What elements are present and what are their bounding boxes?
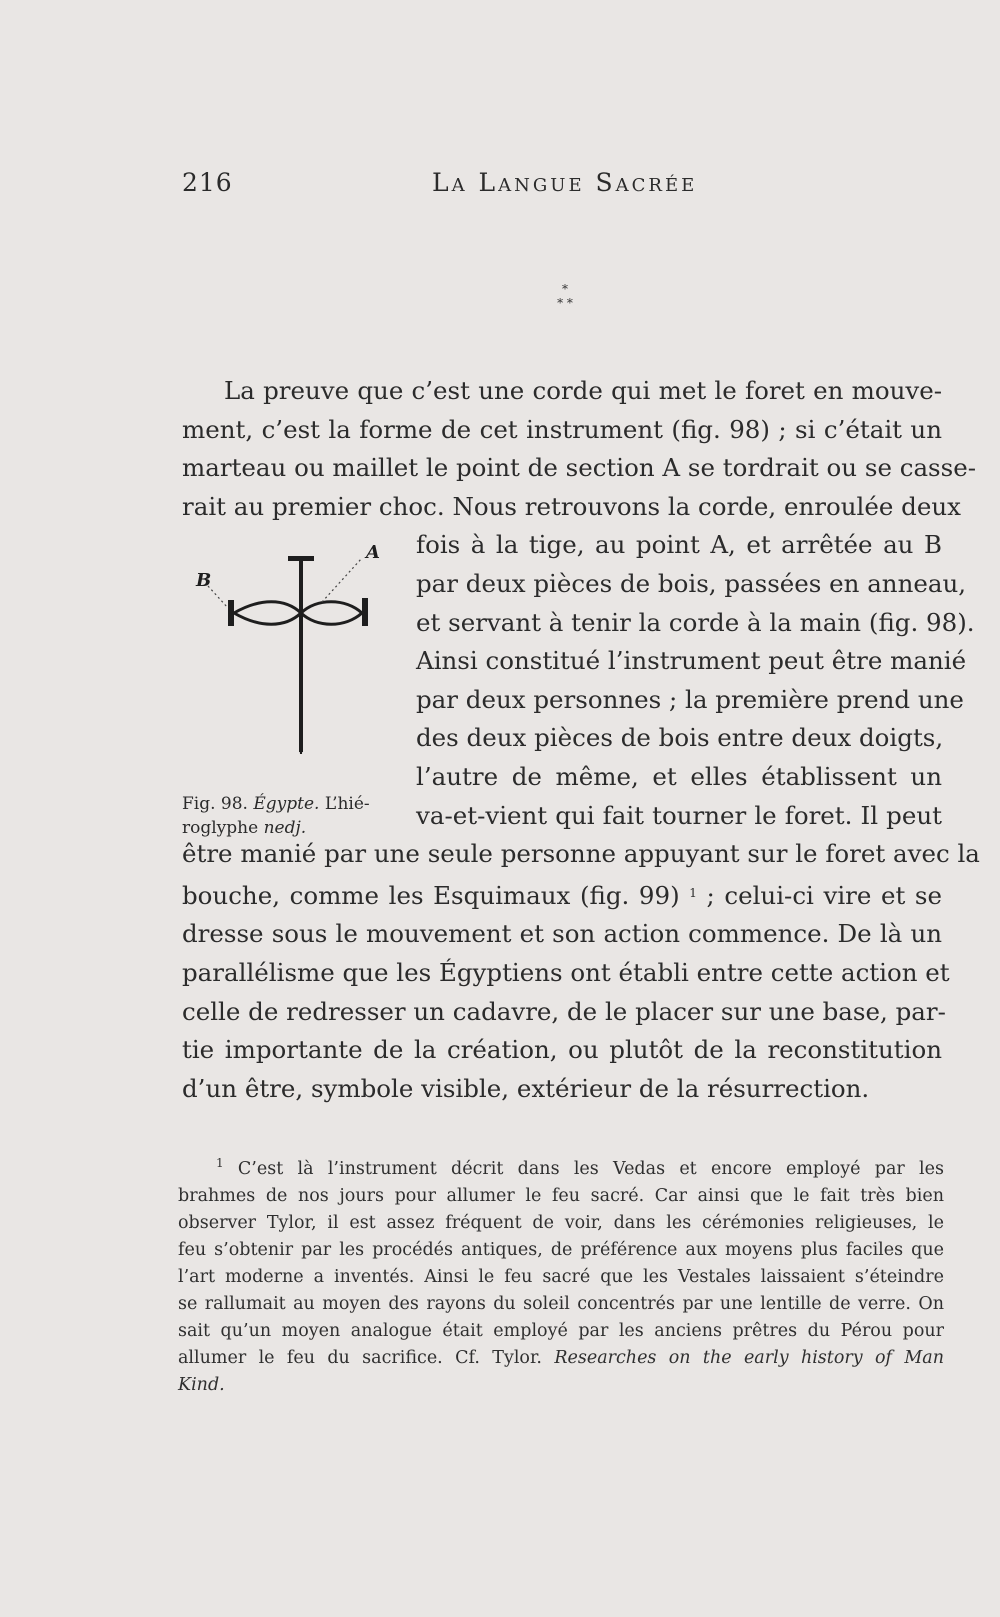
body-line: et servant à tenir la corde à la main (fig. 98). (416, 607, 975, 637)
body-line: d’un être, symbole visible, extérieur de la résurrection. (182, 1073, 870, 1103)
body-line: celle de redresser un cadavre, de le placer sur une base, par- (182, 996, 946, 1026)
footnote-text: allumer le feu du sacrifice. Cf. Tylor. (178, 1348, 542, 1368)
caption-place: Égypte. (253, 794, 320, 814)
body-line: La preuve que c’est une corde qui met le foret en mouve- (224, 376, 942, 405)
body-line: ment, c’est la forme de cet instrument (fig. 98) ; si c’était un (182, 414, 942, 444)
footnote (178, 1150, 944, 1399)
caption-prefix: Fig. 98. (182, 794, 248, 814)
caption-mid: L’hié- (324, 794, 370, 814)
figure-caption (182, 792, 402, 840)
footnote-line: se rallumait au moyen des rayons du soleil concentrés par une lentille de verre. On (178, 1294, 944, 1314)
body-line-part: bouche, comme les Esquimaux (fig. 99) (182, 880, 680, 910)
footnote-line (178, 1150, 944, 1183)
footnote-text: C’est là l’instrument décrit dans les Vedas et encore employé par les (237, 1159, 944, 1179)
asterism (540, 282, 590, 322)
footnote-work-title: Researches on the early history of Man (554, 1348, 944, 1368)
footnote-marker: 1 (216, 1156, 224, 1170)
body-line: dresse sous le mouvement et son action commence. De là un (182, 919, 942, 949)
asterism-bottom: * * (557, 296, 573, 310)
label-b: B (196, 570, 212, 591)
caption-line (182, 816, 402, 840)
page-number: 216 (182, 168, 233, 197)
leader-a (322, 558, 362, 602)
footnote-line: observer Tylor, il est assez fréquent de voir, dans les cérémonies religieuses, le (178, 1213, 944, 1233)
body-line (182, 874, 942, 916)
caption-term: nedj. (263, 818, 307, 838)
caption-line2: roglyphe (182, 818, 259, 838)
bow-drill-illustration (190, 540, 410, 780)
body-line: Ainsi constitué l’instrument peut être manié (416, 646, 967, 676)
book-title: La Langue Sacrée (432, 168, 698, 197)
footnote-line: feu s’obtenir par les procédés antiques, de préférence aux moyens plus faciles que (178, 1240, 944, 1260)
footnote-line (178, 1345, 944, 1372)
footnote-line (178, 1372, 944, 1399)
body-line: des deux pièces de bois entre deux doigts, (416, 723, 944, 753)
footnote-line: sait qu’un moyen analogue était employé par les anciens prêtres du Pérou pour (178, 1321, 944, 1341)
body-line: va-et-vient qui fait tourner le foret. Il peut (416, 800, 942, 830)
body-line: par deux personnes ; la première prend une (416, 684, 964, 714)
body-line: marteau ou maillet le point de section A se tordrait ou se casse- (182, 453, 976, 483)
footnote-line: l’art moderne a inventés. Ainsi le feu sacré que les Vestales laissaient s’éteindre (178, 1267, 944, 1287)
footnote-reference[interactable]: 1 (689, 885, 697, 900)
right-wood-piece (362, 598, 368, 626)
footnote-work-title-end: Kind. (178, 1375, 225, 1395)
asterism-top: * (562, 282, 568, 296)
body-line-part: ; celui-ci vire et se (696, 880, 942, 910)
body-line: tie importante de la création, ou plutôt de la reconstitution (182, 1035, 942, 1065)
footnote-line: brahmes de nos jours pour allumer le feu sacré. Car ainsi que le fait très bien (178, 1186, 944, 1206)
body-line: parallélisme que les Égyptiens ont établi entre cette action et (182, 957, 950, 987)
label-a: A (366, 542, 380, 563)
body-line: rait au premier choc. Nous retrouvons la corde, enroulée deux (182, 491, 961, 521)
body-line: l’autre de même, et elles établissent un (416, 761, 942, 791)
running-head (182, 168, 722, 208)
body-line: être manié par une seule personne appuyant sur le foret avec la (182, 839, 980, 869)
left-wood-piece (228, 600, 234, 626)
caption-line (182, 792, 402, 816)
body-line: fois à la tige, au point A, et arrêtée au B (416, 530, 942, 560)
body-line: par deux pièces de bois, passées en anneau, (416, 568, 967, 598)
